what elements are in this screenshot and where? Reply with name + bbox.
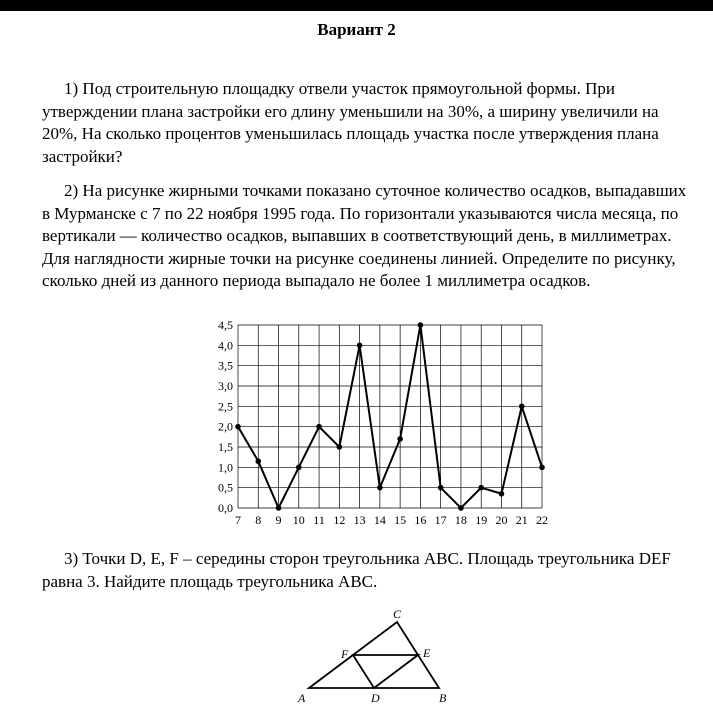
data-point [296, 465, 302, 471]
x-tick-label: 9 [275, 513, 282, 527]
triangle-def [353, 655, 418, 688]
top-black-bar [0, 0, 713, 11]
x-tick-label: 19 [475, 513, 488, 527]
precipitation-chart [200, 315, 560, 533]
data-point [539, 465, 545, 471]
triangle-figure [290, 602, 470, 712]
label-e: E [423, 646, 431, 660]
data-point [458, 505, 464, 511]
data-point [316, 424, 322, 430]
y-tick-label: 1,0 [218, 460, 233, 475]
x-tick-label: 14 [373, 513, 386, 527]
y-tick-label: 4,0 [218, 338, 233, 353]
data-point [499, 491, 505, 497]
y-tick-label: 0,0 [218, 501, 233, 515]
data-point [418, 322, 424, 328]
data-point [357, 343, 363, 349]
y-tick-label: 4,5 [218, 318, 233, 332]
y-tick-label: 2,0 [218, 419, 233, 434]
data-point [519, 404, 525, 410]
page-title: Вариант 2 [317, 20, 396, 39]
data-point [478, 485, 484, 491]
x-tick-label: 8 [255, 513, 262, 527]
data-point [337, 444, 343, 450]
data-point [397, 436, 403, 442]
x-tick-label: 15 [394, 513, 407, 527]
y-tick-label: 0,5 [218, 480, 233, 495]
x-tick-label: 11 [313, 513, 325, 527]
label-c: C [393, 607, 402, 621]
y-tick-label: 3,0 [218, 379, 233, 393]
y-tick-labels [218, 318, 233, 515]
x-tick-label: 21 [515, 513, 528, 527]
x-tick-label: 18 [454, 513, 467, 527]
data-point [235, 424, 241, 430]
x-tick-label: 10 [292, 513, 305, 527]
y-tick-label: 3,5 [218, 358, 233, 373]
problem-3-text: 3) Точки D, E, F – середины сторон треугольника ABC. Площадь треугольника DEF равна 3. Найдите площадь треугольника ABC. [42, 549, 671, 591]
data-point [276, 505, 282, 511]
x-tick-label: 17 [434, 513, 447, 527]
y-tick-label: 1,5 [218, 440, 233, 454]
label-f: F [341, 647, 349, 661]
x-tick-label: 12 [333, 513, 346, 527]
series-line [238, 325, 542, 508]
x-tick-label: 20 [495, 513, 508, 527]
x-tick-labels [235, 513, 548, 527]
x-tick-label: 16 [414, 513, 427, 527]
data-points [235, 322, 545, 511]
data-point [255, 458, 261, 464]
problem-2-text: 2) На рисунке жирными точками показано суточное количество осадков, выпадавших в Мурманске с 7 по 22 ноября 1995 года. По горизонтали указываются числа месяца, по вертикали — количество осадков, выпавших в соответствующий день, в миллиметрах. Для наглядности жирные точки на рисунке соединены линией. Определите по рисунку, сколько дней из данного периода выпадало не более 1 миллиметра осадков. [42, 181, 687, 290]
label-a: A [298, 691, 306, 705]
x-tick-label: 22 [536, 513, 548, 527]
chart-grid [238, 325, 542, 508]
label-d: D [371, 691, 380, 705]
x-tick-label: 7 [235, 513, 241, 527]
data-point [377, 485, 383, 491]
problem-1-text: 1) Под строительную площадку отвели участок прямоугольной формы. При утверждении плана застройки его длину уменьшили на 30%, а ширину увеличили на 20%, На сколько процентов уменьшилась площадь участка после утверждения плана застройки? [42, 79, 659, 166]
x-tick-label: 13 [353, 513, 366, 527]
data-point [438, 485, 444, 491]
label-b: B [439, 691, 447, 705]
y-tick-label: 2,5 [218, 399, 233, 414]
